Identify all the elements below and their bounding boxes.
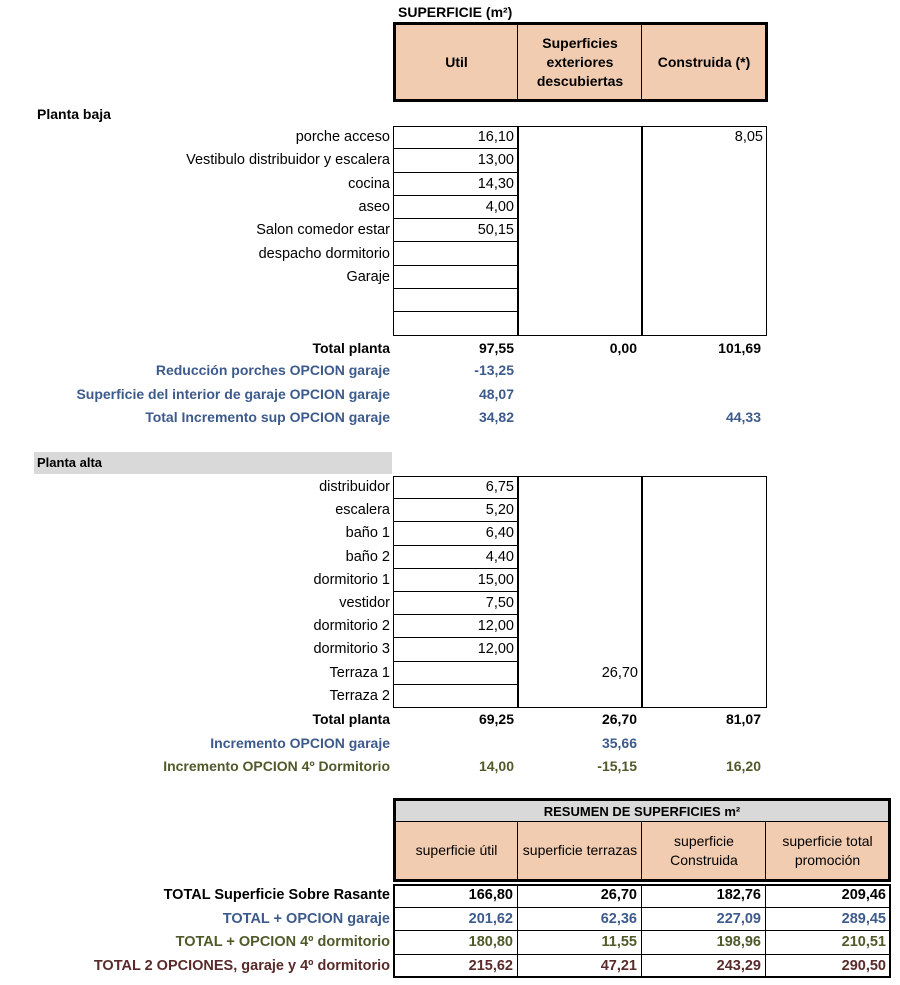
planta-alta-label: Planta alta xyxy=(37,455,103,470)
pa-cons-cell xyxy=(642,476,767,499)
pb-row-label: Salon comedor estar xyxy=(256,222,390,239)
pb-row-label: Garaje xyxy=(346,268,390,285)
pa-extra-label: Incremento OPCION 4º Dormitorio xyxy=(163,758,390,774)
pa-row-label: dormitorio 2 xyxy=(313,618,390,635)
pa-ext-cell xyxy=(518,522,642,545)
pb-util-cell xyxy=(393,243,518,266)
pb-util-cell: 16,10 xyxy=(393,126,518,149)
pb-ext-cell xyxy=(518,196,642,219)
pa-util-cell: 4,40 xyxy=(393,546,518,569)
pb-cons-cell xyxy=(642,243,767,266)
pa-total-label: Total planta xyxy=(312,711,390,727)
resumen-value-cell: 198,96 xyxy=(642,931,766,955)
pa-row-label: Terraza 2 xyxy=(329,687,390,704)
pa-row-label: distribuidor xyxy=(319,479,390,495)
resumen-row-label: TOTAL 2 OPCIONES, garaje y 4º dormitorio xyxy=(93,957,390,974)
pa-util-cell xyxy=(393,662,518,685)
pb-total-cons: 101,69 xyxy=(718,340,761,356)
resumen-value-cell: 289,45 xyxy=(766,908,891,932)
pa-row-label: baño 1 xyxy=(345,525,390,542)
pa-extra-ext: 35,66 xyxy=(601,735,637,751)
resumen-value-cell: 26,70 xyxy=(518,884,642,908)
planta-baja-label: Planta baja xyxy=(37,106,111,122)
pb-ext-cell xyxy=(518,126,642,149)
pb-cons-cell xyxy=(642,312,767,335)
pb-ext-cell xyxy=(518,312,642,335)
pa-row-label: Terraza 1 xyxy=(329,664,390,681)
pa-extra-ext: -15,15 xyxy=(597,758,637,774)
resumen-header-terrazas: superficie terrazas xyxy=(519,822,641,879)
resumen-value-cell: 180,80 xyxy=(393,931,518,955)
pa-total-ext: 26,70 xyxy=(601,711,637,727)
pb-extra-util: 48,07 xyxy=(478,386,514,402)
pa-total-cons: 81,07 xyxy=(725,711,761,727)
pb-cons-cell: 8,05 xyxy=(734,129,763,145)
pa-ext-cell xyxy=(518,685,642,708)
pb-row-label: aseo xyxy=(358,198,390,215)
pa-cons-cell xyxy=(642,522,767,545)
resumen-value-cell: 62,36 xyxy=(518,908,642,932)
pb-extra-label: Superficie del interior de garaje OPCION garaje xyxy=(76,386,390,402)
pb-row-label: despacho dormitorio xyxy=(258,245,390,262)
pb-ext-cell xyxy=(518,289,642,312)
pa-extra-label: Incremento OPCION garaje xyxy=(210,735,390,751)
pb-ext-cell xyxy=(518,149,642,172)
pb-util-cell xyxy=(393,312,518,335)
pa-ext-cell xyxy=(518,476,642,499)
pa-ext-cell xyxy=(518,615,642,638)
resumen-value-cell: 215,62 xyxy=(393,955,518,979)
pa-row-label: escalera xyxy=(335,502,390,519)
resumen-row-label: TOTAL + OPCION 4º dormitorio xyxy=(175,934,390,950)
pb-ext-cell xyxy=(518,243,642,266)
resumen-title: RESUMEN DE SUPERFICIES m² xyxy=(396,801,888,822)
header-construida: Construida (*) xyxy=(643,25,765,99)
pb-total-label: Total planta xyxy=(312,340,390,356)
pb-extra-label: Reducción porches OPCION garaje xyxy=(155,362,390,378)
pa-ext-cell xyxy=(518,499,642,522)
pb-util-cell: 14,30 xyxy=(393,173,518,196)
resumen-value-cell: 201,62 xyxy=(393,908,518,932)
pa-util-cell: 15,00 xyxy=(393,569,518,592)
pa-cons-cell xyxy=(642,662,767,685)
pb-cons-cell xyxy=(642,173,767,196)
pa-util-cell: 12,00 xyxy=(393,615,518,638)
pa-ext-cell: 26,70 xyxy=(601,664,638,681)
pb-util-cell: 13,00 xyxy=(393,149,518,172)
pb-ext-cell xyxy=(518,173,642,196)
pa-ext-cell xyxy=(518,592,642,615)
resumen-value-cell: 182,76 xyxy=(642,884,766,908)
pb-util-cell: 4,00 xyxy=(393,196,518,219)
pb-ext-cell xyxy=(518,219,642,242)
resumen-header-util: superficie útil xyxy=(396,822,517,879)
resumen-value-cell: 210,51 xyxy=(766,931,891,955)
pa-util-cell: 6,40 xyxy=(393,522,518,545)
resumen-value-cell: 243,29 xyxy=(642,955,766,979)
pa-total-util: 69,25 xyxy=(478,711,514,727)
pb-row-label: Vestibulo distribuidor y escalera xyxy=(186,152,390,169)
pb-extra-util: -13,25 xyxy=(474,362,514,378)
resumen-value-cell: 290,50 xyxy=(766,955,891,979)
pa-cons-cell xyxy=(642,499,767,522)
pa-util-cell: 5,20 xyxy=(393,499,518,522)
resumen-value-cell: 227,09 xyxy=(642,908,766,932)
resumen-value-cell: 11,55 xyxy=(518,931,642,955)
resumen-row-label: TOTAL Superficie Sobre Rasante xyxy=(163,887,390,903)
header-util: Util xyxy=(396,25,517,99)
pa-cons-cell xyxy=(642,638,767,661)
pb-extra-util: 34,82 xyxy=(478,409,514,425)
pa-row-label: dormitorio 3 xyxy=(313,641,390,658)
pa-util-cell: 6,75 xyxy=(393,476,518,499)
pb-util-cell xyxy=(393,266,518,289)
pa-extra-cons: 16,20 xyxy=(725,758,761,774)
pa-row-label: dormitorio 1 xyxy=(313,571,390,588)
pa-row-label: vestidor xyxy=(339,595,390,611)
pa-cons-cell xyxy=(642,685,767,708)
pb-util-cell: 50,15 xyxy=(393,219,518,242)
pa-ext-cell xyxy=(518,638,642,661)
resumen-value-cell: 47,21 xyxy=(518,955,642,979)
pb-cons-cell xyxy=(642,196,767,219)
pa-row-label: baño 2 xyxy=(345,548,390,565)
pa-extra-util: 14,00 xyxy=(478,758,514,774)
resumen-row-label: TOTAL + OPCION garaje xyxy=(222,910,390,927)
pb-cons-cell xyxy=(642,149,767,172)
resumen-value-cell: 209,46 xyxy=(766,884,891,908)
header-exteriores: Superficies exteriores descubiertas xyxy=(519,25,641,99)
resumen-header-construida: superficie Construida xyxy=(643,822,765,879)
pb-cons-cell xyxy=(642,289,767,312)
pa-util-cell: 7,50 xyxy=(393,592,518,615)
pa-cons-cell xyxy=(642,569,767,592)
pb-total-ext: 0,00 xyxy=(609,340,637,356)
pb-cons-cell xyxy=(642,219,767,242)
pb-row-label: cocina xyxy=(348,175,390,192)
pb-ext-cell xyxy=(518,266,642,289)
pb-row-label: porche acceso xyxy=(295,129,390,145)
pb-util-cell xyxy=(393,289,518,312)
pa-cons-cell xyxy=(642,615,767,638)
pb-extra-cons: 44,33 xyxy=(725,409,761,425)
pb-cons-cell xyxy=(642,266,767,289)
pa-ext-cell xyxy=(518,546,642,569)
pa-util-cell: 12,00 xyxy=(393,638,518,661)
pa-ext-cell xyxy=(518,569,642,592)
pa-cons-cell xyxy=(642,546,767,569)
pa-util-cell xyxy=(393,685,518,708)
pb-total-util: 97,55 xyxy=(478,340,514,356)
pb-extra-label: Total Incremento sup OPCION garaje xyxy=(145,409,390,425)
pa-cons-cell xyxy=(642,592,767,615)
resumen-value-cell: 166,80 xyxy=(393,884,518,908)
resumen-header-total: superficie total promoción xyxy=(767,822,888,879)
superficie-title: SUPERFICIE (m²) xyxy=(398,4,513,20)
